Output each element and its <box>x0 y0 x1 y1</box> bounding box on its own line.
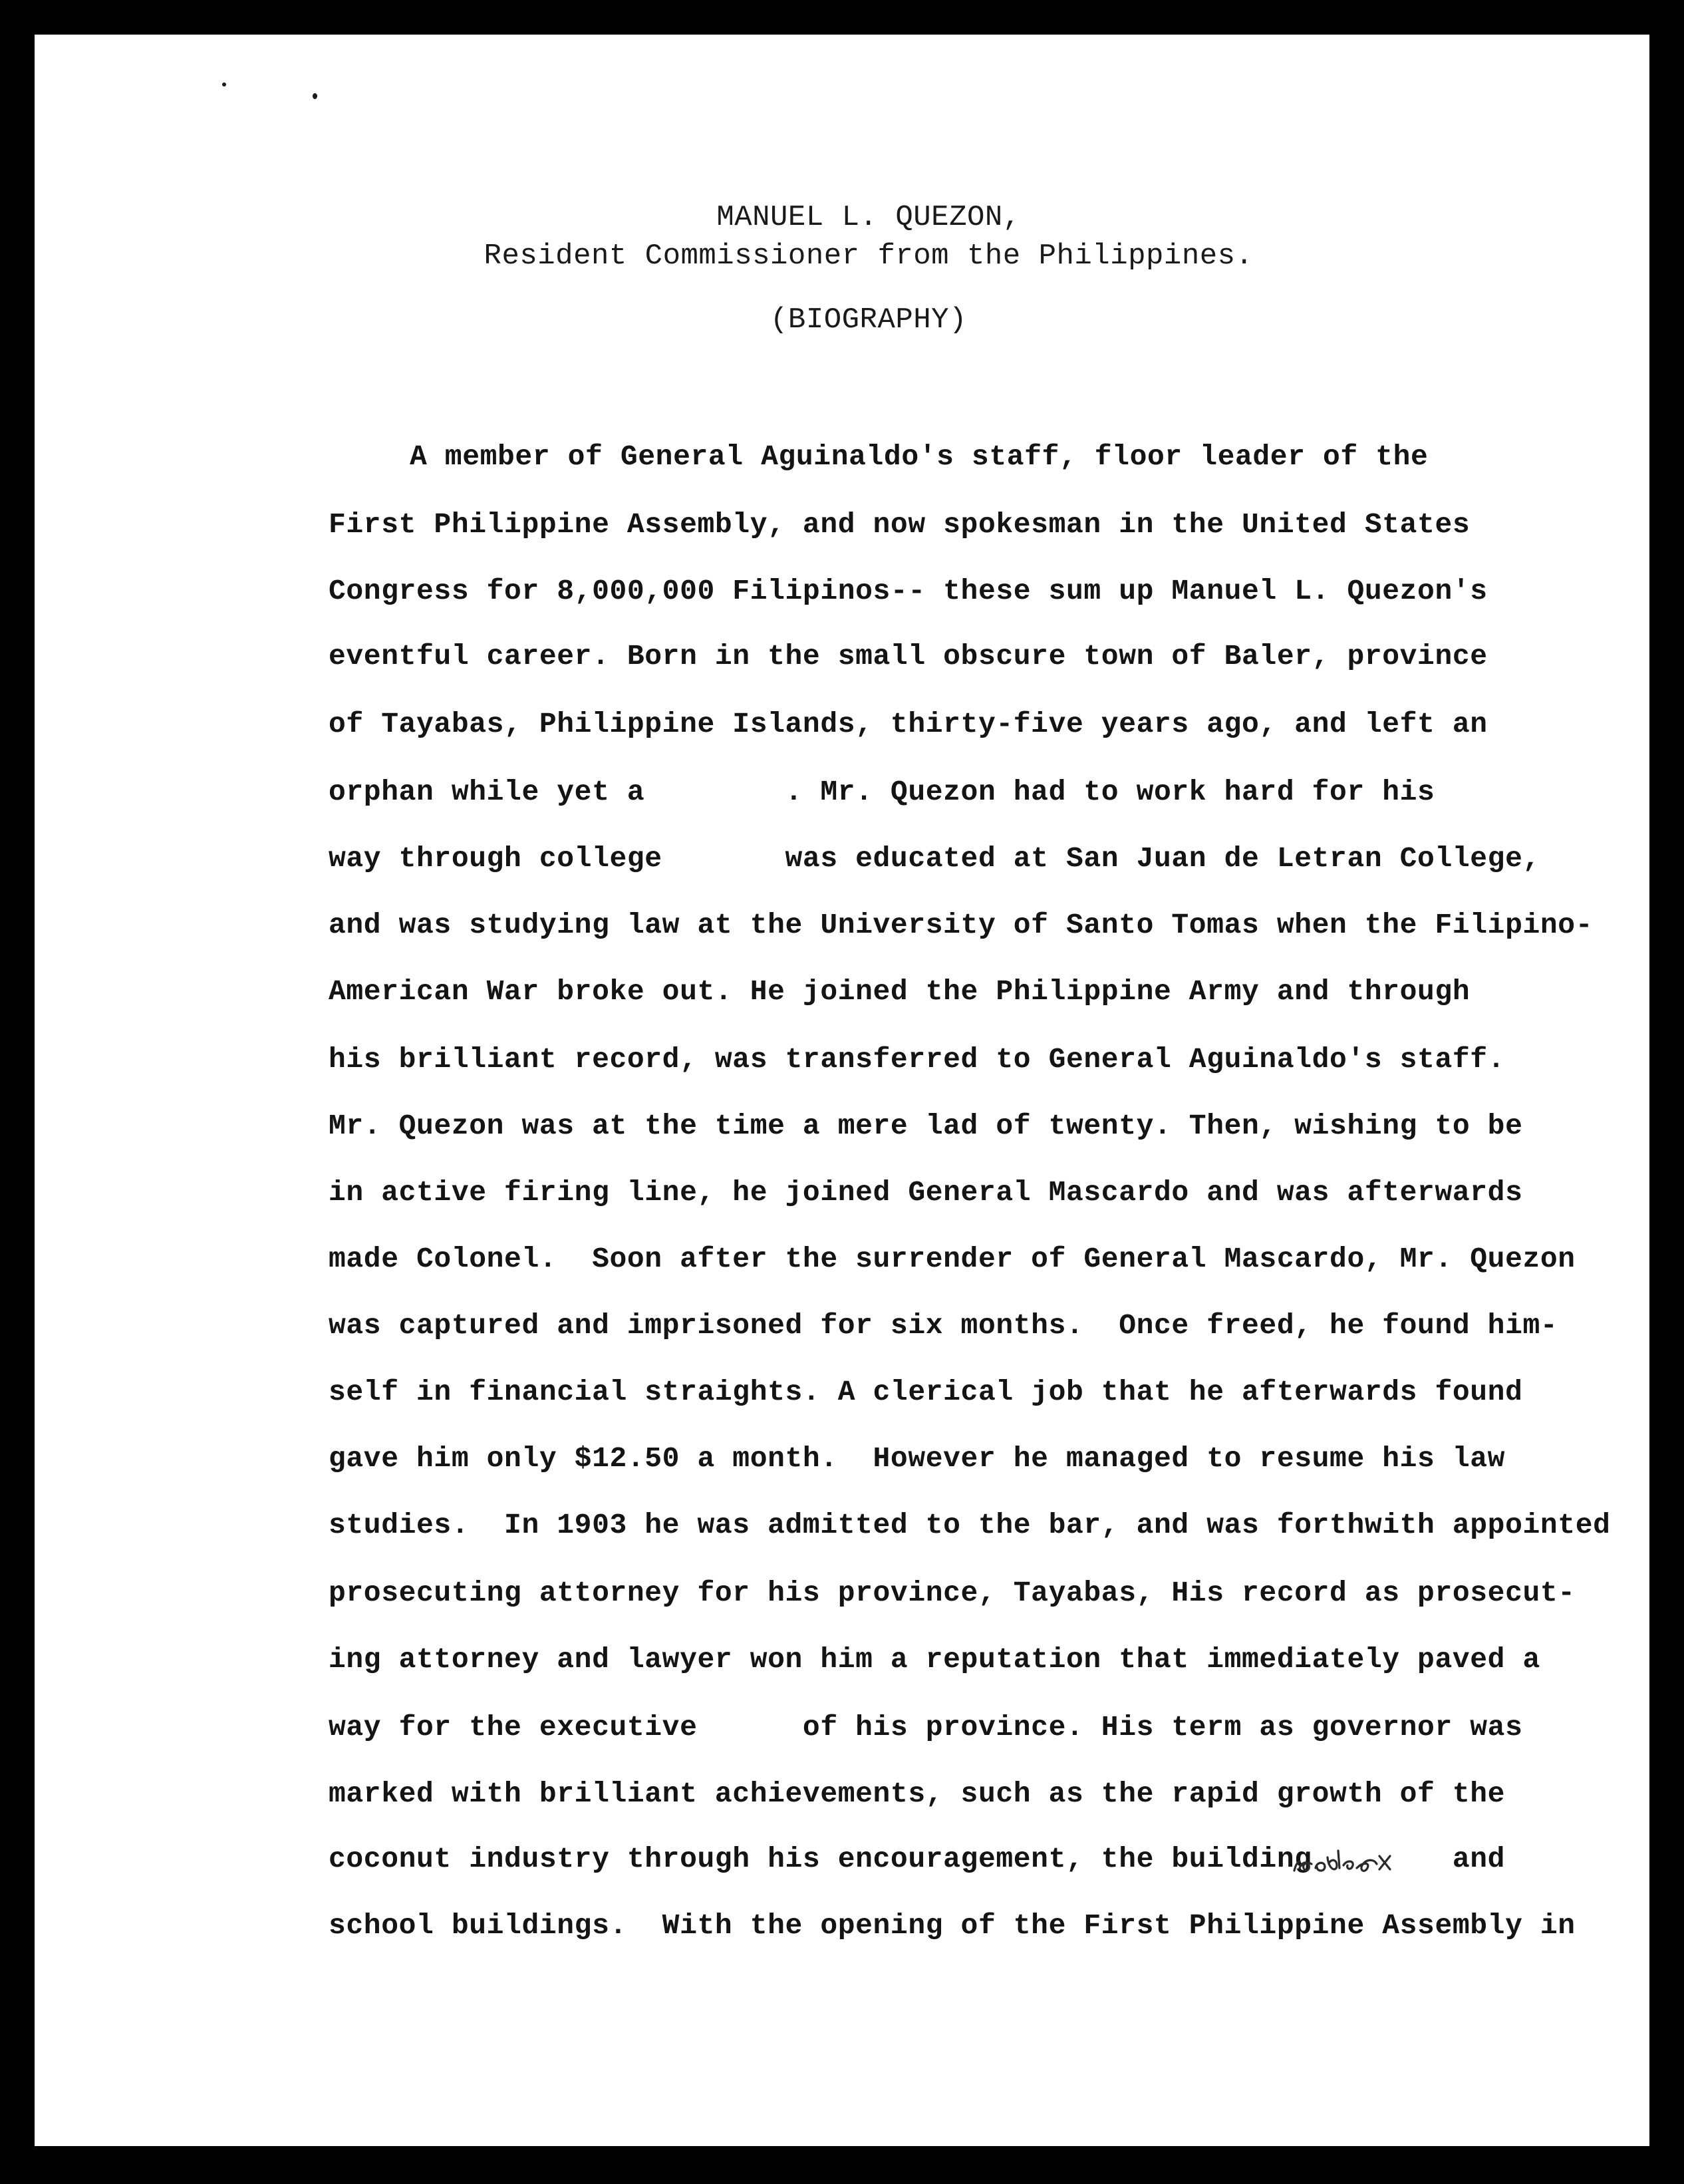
body-line: marked with brilliant achievements, such as the rapid growth of the <box>329 1778 1506 1810</box>
body-line: American War broke out. He joined the Philippine Army and through <box>329 975 1471 1008</box>
body-line: A member of General Aguinaldo's staff, floor leader of the <box>410 440 1429 473</box>
body-line: First Philippine Assembly, and now spokesman in the United States <box>329 508 1471 541</box>
body-line: his brilliant record, was transferred to General Aguinaldo's staff. <box>329 1043 1506 1076</box>
body-line: way for the executive of his province. His term as governor was <box>329 1711 1523 1744</box>
body-line: was captured and imprisoned for six months. Once freed, he found him- <box>329 1309 1558 1342</box>
body-line: gave him only $12.50 a month. However he managed to resume his law <box>329 1442 1506 1475</box>
ink-speck <box>313 93 317 99</box>
body-line: school buildings. With the opening of the First Philippine Assembly in <box>329 1909 1576 1942</box>
subject-title: Resident Commissioner from the Philippines. <box>484 239 1254 273</box>
body-line: self in financial straights. A clerical job that he afterwards found <box>329 1376 1523 1408</box>
body-line: made Colonel. Soon after the surrender of General Mascardo, Mr. Quezon <box>329 1243 1576 1275</box>
body-line: Mr. Quezon was at the time a mere lad of twenty. Then, wishing to be <box>329 1110 1523 1142</box>
body-line: in active firing line, he joined General Mascardo and was afterwards <box>329 1176 1523 1209</box>
handwritten-annotation <box>1290 1841 1410 1881</box>
body-line: eventful career. Born in the small obscure town of Baler, province <box>329 640 1488 673</box>
ink-speck <box>222 82 226 86</box>
body-line: studies. In 1903 he was admitted to the bar, and was forthwith appointed <box>329 1509 1611 1541</box>
body-line: Congress for 8,000,000 Filipinos-- these sum up Manuel L. Quezon's <box>329 575 1488 607</box>
document-page <box>35 35 1649 2146</box>
body-line: way through college was educated at San Juan de Letran College, <box>329 842 1540 875</box>
subject-name: MANUEL L. QUEZON, <box>716 201 1021 234</box>
body-line: coconut industry through his encouragement, the building and <box>329 1843 1506 1875</box>
body-line: of Tayabas, Philippine Islands, thirty-five years ago, and left an <box>329 708 1488 740</box>
document-label: (BIOGRAPHY) <box>770 303 967 337</box>
body-line: and was studying law at the University of Santo Tomas when the Filipino- <box>329 909 1594 941</box>
body-line: prosecuting attorney for his province, Tayabas, His record as prosecut- <box>329 1577 1576 1609</box>
body-line: ing attorney and lawyer won him a reputation that immediately paved a <box>329 1643 1540 1676</box>
body-line: orphan while yet a . Mr. Quezon had to work hard for his <box>329 776 1435 808</box>
